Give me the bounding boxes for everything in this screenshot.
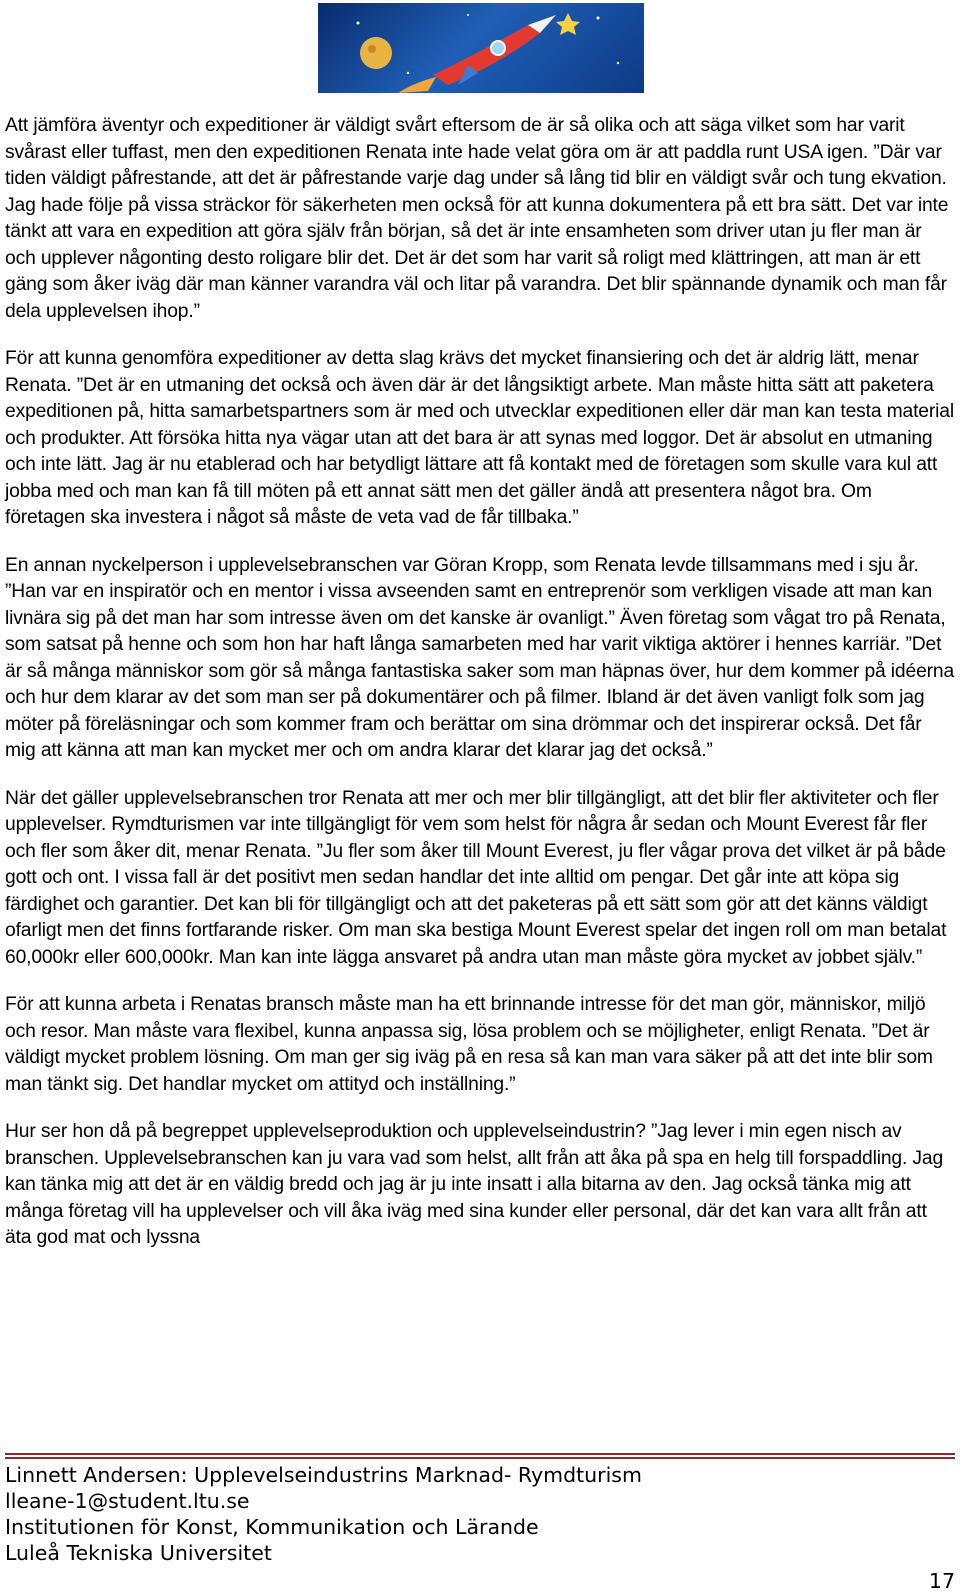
rocket-banner-image [318,3,644,93]
paragraph: För att kunna arbeta i Renatas bransch måste man ha ett brinnande intresse för det man gör, människor, miljö och resor. Man måste vara flexibel, kunna anpassa sig, lösa problem och se möjligheter, enligt Renata. ”Det är väldigt mycket problem lösning. Om man ger sig iväg på en resa så kan man vara säker på att det inte blir som man tänkt sig. Det handlar mycket om attityd och inställning.” [5,994,933,1095]
page-number: 17 [928,1569,955,1593]
paragraph: Hur ser hon då på begreppet upplevelseproduktion och upplevelseindustrin? ”Jag lever i min egen nisch av branschen. Upplevelsebranschen kan ju vara vad som helst, allt från att åka på spa en helg till forspaddling. Jag kan tänka mig att det är en väldig bredd och jag är ju inte insatt i alla bitarna av den. Jag också tänka mig att många företag vill ha upplevelser och vill åka iväg med sina kunder eller personal, där det kan vara allt från att äta god mat och lyssna [5,1121,944,1248]
footer-author-title: Linnett Andersen: Upplevelseindustrins Marknad- Rymdturism [5,1463,642,1487]
rocket-icon [318,3,644,93]
footer-department: Institutionen för Konst, Kommunikation och Lärande [5,1515,539,1539]
paragraph: När det gäller upplevelsebranschen tror Renata att mer och mer blir tillgängligt, att det blir fler aktiviteter och fler upplevelser. Rymdturismen var inte tillgängligt för vem som helst för några år sedan och Mount Everest får fler och fler som åker dit, menar Renata. ”Ju fler som åker till Mount Everest, ju fler vågar prova det vilket är på både gott och ont. I vissa fall är det positivt men sedan handlar det inte alltid om pengar. Det går inte att köpa sig färdighet och garantier. Det kan bli för tillgängligt och att det paketeras på ett sätt som gör att det känns väldigt ofarligt men det finns fortfarande risker. Om man ska bestiga Mount Everest spelar det ingen roll om man betalat 60,000kr eller 600,000kr. Man kan inte lägga ansvaret på andra utan man måste göra mycket av jobbet själv.” [5,787,947,968]
article-body [5,113,955,1273]
paragraph: En annan nyckelperson i upplevelsebranschen var Göran Kropp, som Renata levde tillsammans med i sju år. ”Han var en inspiratör och en mentor i vissa avseenden samt en entreprenör som verkligen visade att man kan livnära sig på det man har som intresse även om det kanske är ovanligt.” Även företag som vågat tro på Renata, som satsat på henne och som hon har haft långa samarbeten med har varit viktiga aktörer i hennes karriär. ”Det är så många människor som gör så många fantastiska saker som man häpnas över, hur dem kommer på idéerna och hur dem klarar av det som man ser på dokumentärer och på filmer. Ibland är det även vanligt folk som jag möter på föreläsningar och som kommer fram och berättar om sina drömmar och det inspirerar också. Det får mig att känna att man kan mycket mer och om andra klarar det klarar jag det också.” [5,554,955,761]
footer-email: lleane-1@student.ltu.se [5,1489,250,1513]
paragraph: Att jämföra äventyr och expeditioner är väldigt svårt eftersom de är så olika och att säga vilket som har varit svårast eller tuffast, men den expeditionen Renata inte hade velat göra om är att paddla runt USA igen. ”Där var tiden väldigt påfrestande, att det är påfrestande varje dag under så lång tid blir en väldigt svår och tung ekvation. Jag hade följe på vissa sträckor för säkerheten men också för att kunna dokumentera på ett bra sätt. Det var inte tänkt att vara en expedition att göra själv från början, så det är inte ensamheten som driver utan ju fler man är och upplever någonting desto roligare blir det. Det är det som har varit så roligt med klättringen, att man är ett gäng som åker iväg där man känner varandra väl och litar på varandra. Det blir spännande dynamik och man får dela upplevelsen ihop.” [5,115,949,322]
paragraph: För att kunna genomföra expeditioner av detta slag krävs det mycket finansiering och det är aldrig lätt, menar Renata. ”Det är en utmaning det också och även där är det långsiktigt arbete. Man måste hitta sätt att paketera expeditionen på, hitta samarbetspartners som är med och utvecklar expeditionen eller där man kan testa material och produkter. Att försöka hitta nya vägar utan att det bara är att synas med loggor. Det är absolut en utmaning och inte lätt. Jag är nu etablerad och har betydligt lättare att få kontakt med de företagen som skulle vara kul att jobba med och man kan få till möten på ett annat sätt men det gäller ändå att presentera något bra. Om företagen ska investera i något så måste de veta vad de får tillbaka.” [5,348,954,528]
footer-university: Luleå Tekniska Universitet [5,1541,272,1565]
footer-divider [5,1453,955,1455]
page-footer [5,1462,955,1566]
footer-divider [5,1457,955,1459]
